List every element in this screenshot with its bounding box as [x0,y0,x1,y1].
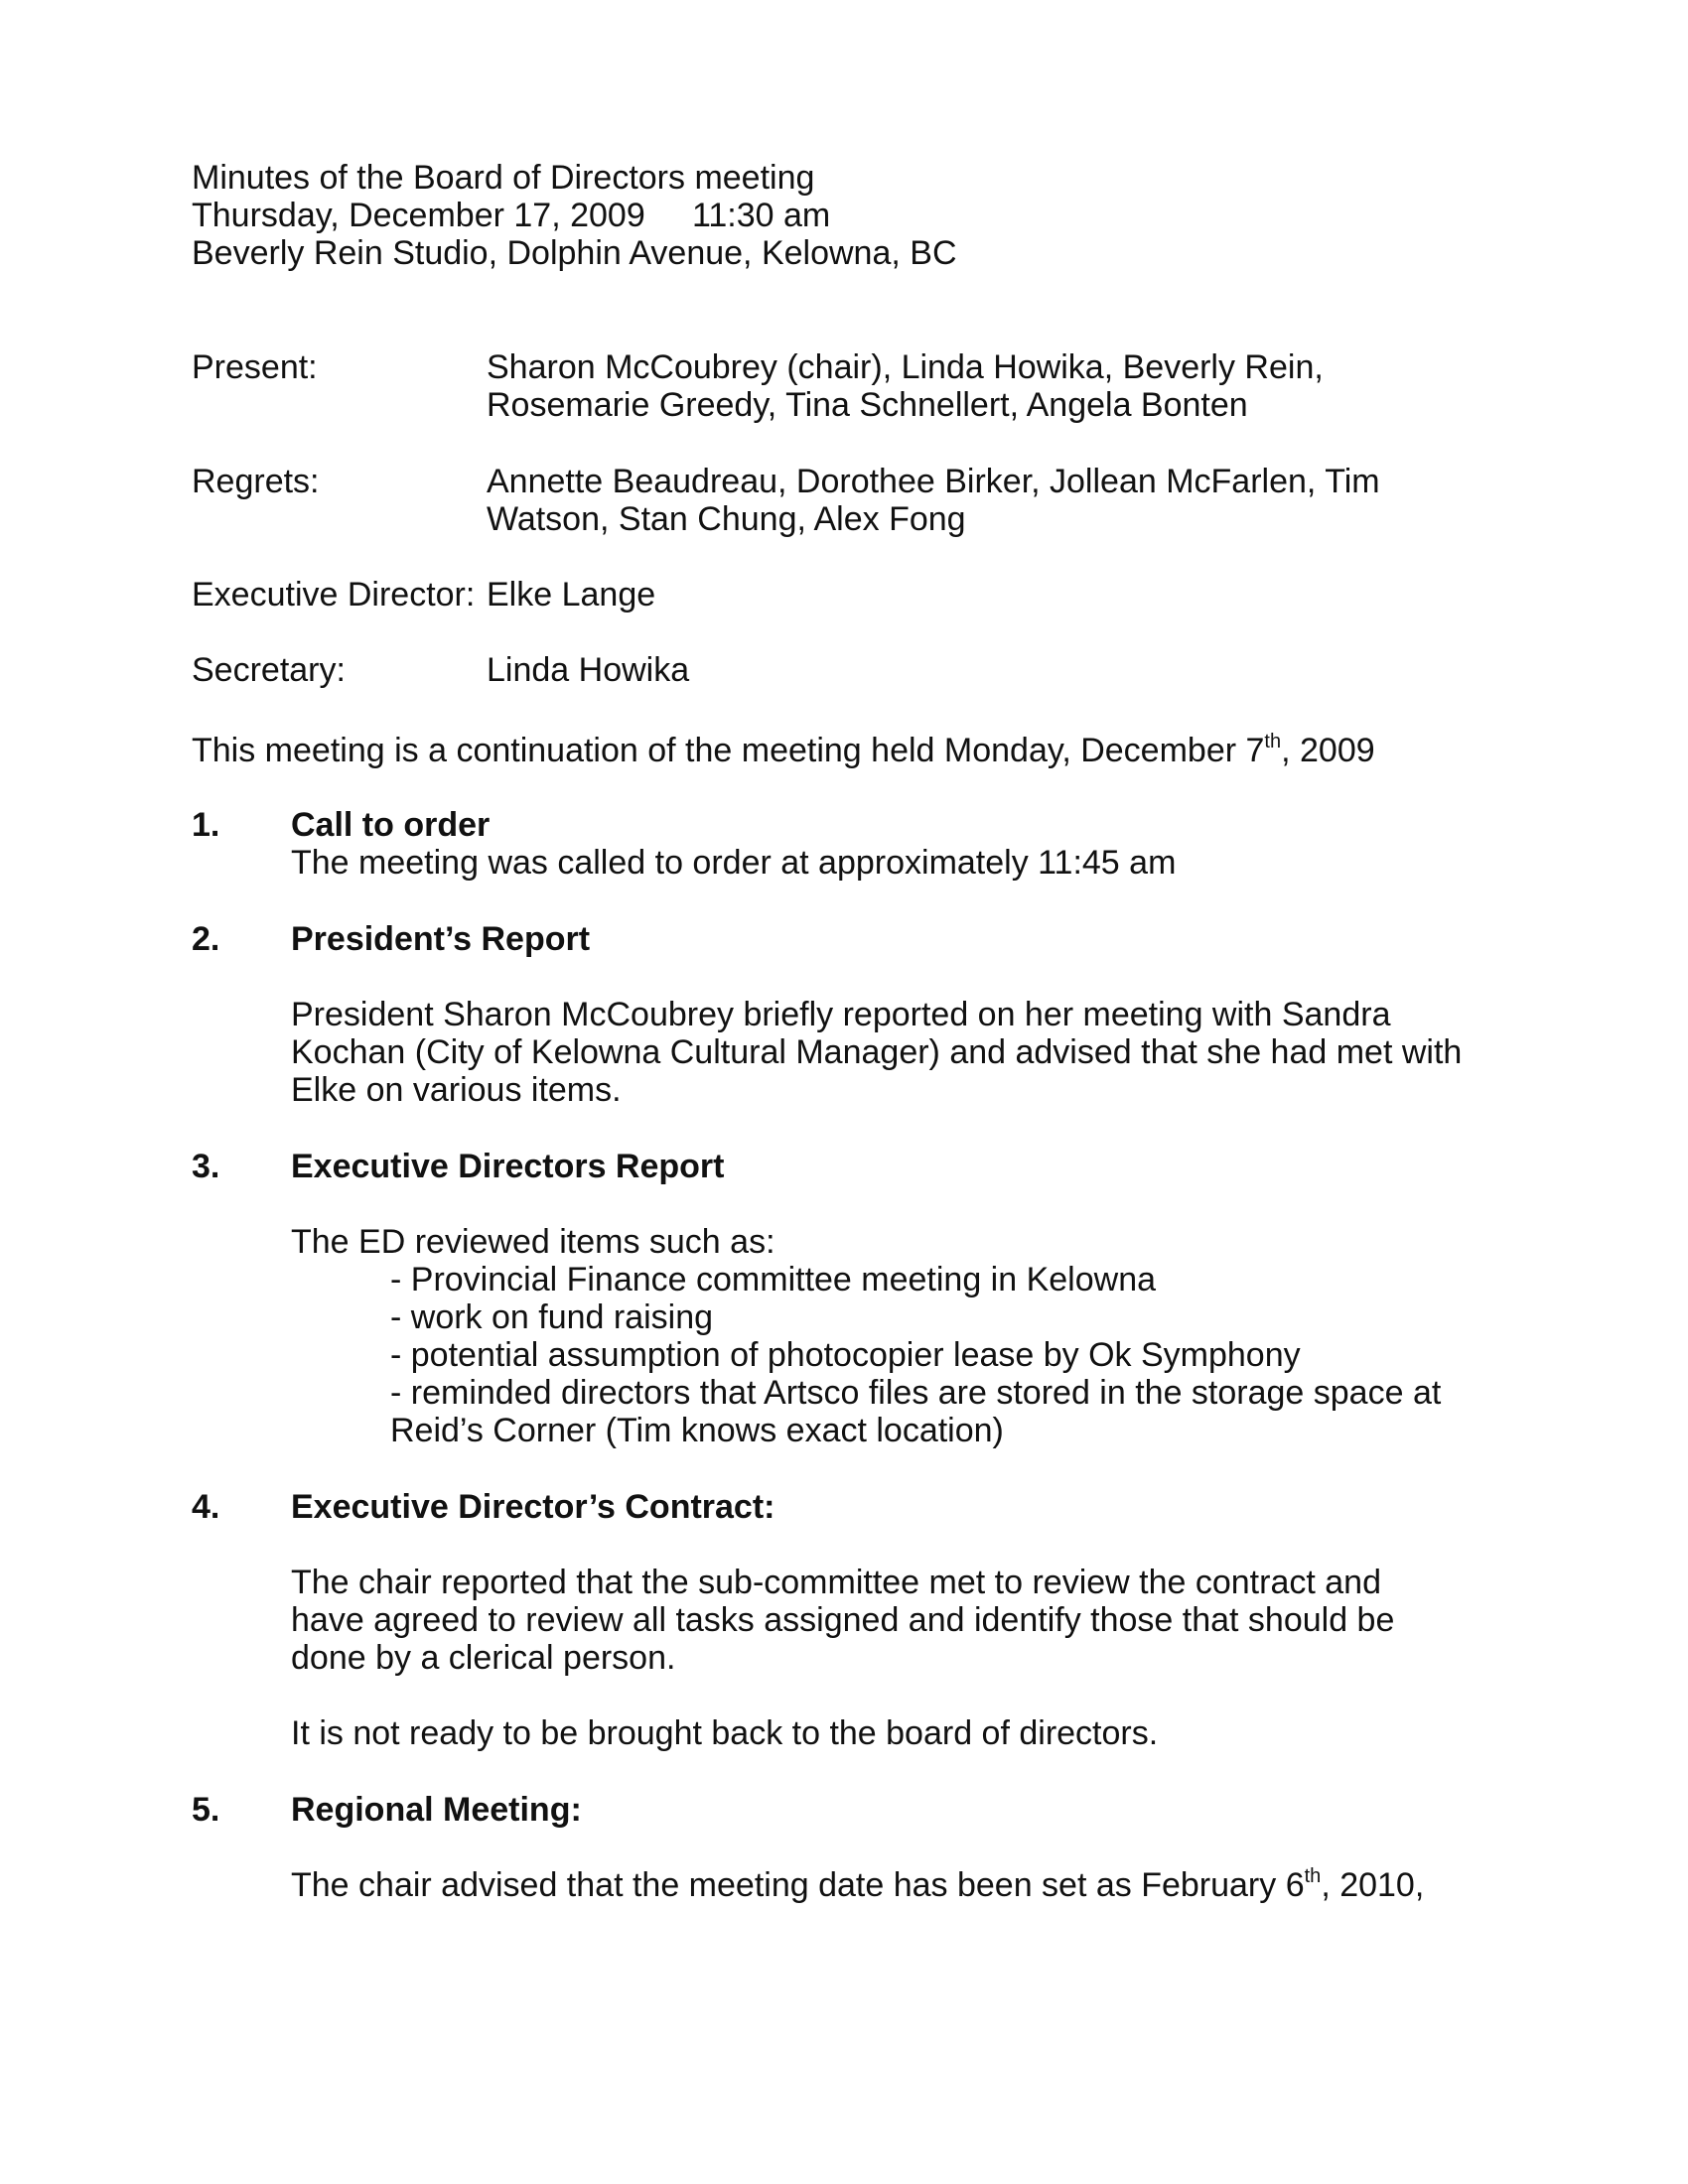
present-names: Sharon McCoubrey (chair), Linda Howika, Beverly Rein, Rosemarie Greedy, Tina Schnellert, Angela Bonten [487,348,1324,424]
section-title: Regional Meeting: [291,1791,582,1829]
meeting-title: Minutes of the Board of Directors meeting [192,159,815,197]
meeting-header [192,159,957,272]
section-paragraph: President Sharon McCoubrey briefly reported on her meeting with Sandra Kochan (City of Kelowna Cultural Manager) and advised that she had met with Elke on various items. [291,996,1463,1109]
section-title: Executive Director’s Contract: [291,1488,775,1526]
list-item: - Provincial Finance committee meeting in Kelowna [390,1261,1157,1298]
list-item: - reminded directors that Artsco files are stored in the storage space at Reid’s Corner (Tim knows exact location) [390,1374,1442,1449]
list-item: - work on fund raising [390,1298,714,1336]
section-number: 5. [192,1791,220,1829]
section-paragraph [291,1866,1463,1904]
secretary-label: Secretary: [192,651,346,689]
secretary-name: Linda Howika [487,651,690,689]
regrets-names: Annette Beaudreau, Dorothee Birker, Jollean McFarlen, Tim Watson, Stan Chung, Alex Fong [487,463,1380,538]
executive-director-name: Elke Lange [487,576,656,614]
section-number: 2. [192,920,220,958]
section-title: Executive Directors Report [291,1148,725,1185]
regional-year: , 2010, [1321,1866,1425,1904]
continuation-year: , 2009 [1281,732,1375,769]
section-title: President’s Report [291,920,591,958]
section-intro: The ED reviewed items such as: [291,1223,775,1261]
section-paragraph: The meeting was called to order at approximately 11:45 am [291,844,1177,882]
continuation-ordinal: th [1264,731,1282,752]
executive-director-label: Executive Director: [192,576,476,614]
regrets-label: Regrets: [192,463,320,500]
section-number: 1. [192,806,220,844]
section-number: 4. [192,1488,220,1526]
section-paragraph: It is not ready to be brought back to the board of directors. [291,1714,1159,1752]
present-label: Present: [192,348,318,386]
list-item: - potential assumption of photocopier lease by Ok Symphony [390,1336,1301,1374]
regional-text: The chair advised that the meeting date has been set as February 6 [291,1866,1305,1904]
meeting-location: Beverly Rein Studio, Dolphin Avenue, Kelowna, BC [192,234,957,272]
section-paragraph: The chair reported that the sub-committee met to review the contract and have agreed to review all tasks assigned and identify those that should be done by a clerical person. [291,1564,1395,1677]
ed-report-items [390,1261,1463,1449]
section-title: Call to order [291,806,491,844]
continuation-text: This meeting is a continuation of the meeting held Monday, December 7 [192,732,1265,769]
continuation-note [192,732,1375,769]
meeting-date-time: Thursday, December 17, 2009 11:30 am [192,197,831,234]
section-number: 3. [192,1148,220,1185]
regional-ordinal: th [1304,1865,1322,1887]
